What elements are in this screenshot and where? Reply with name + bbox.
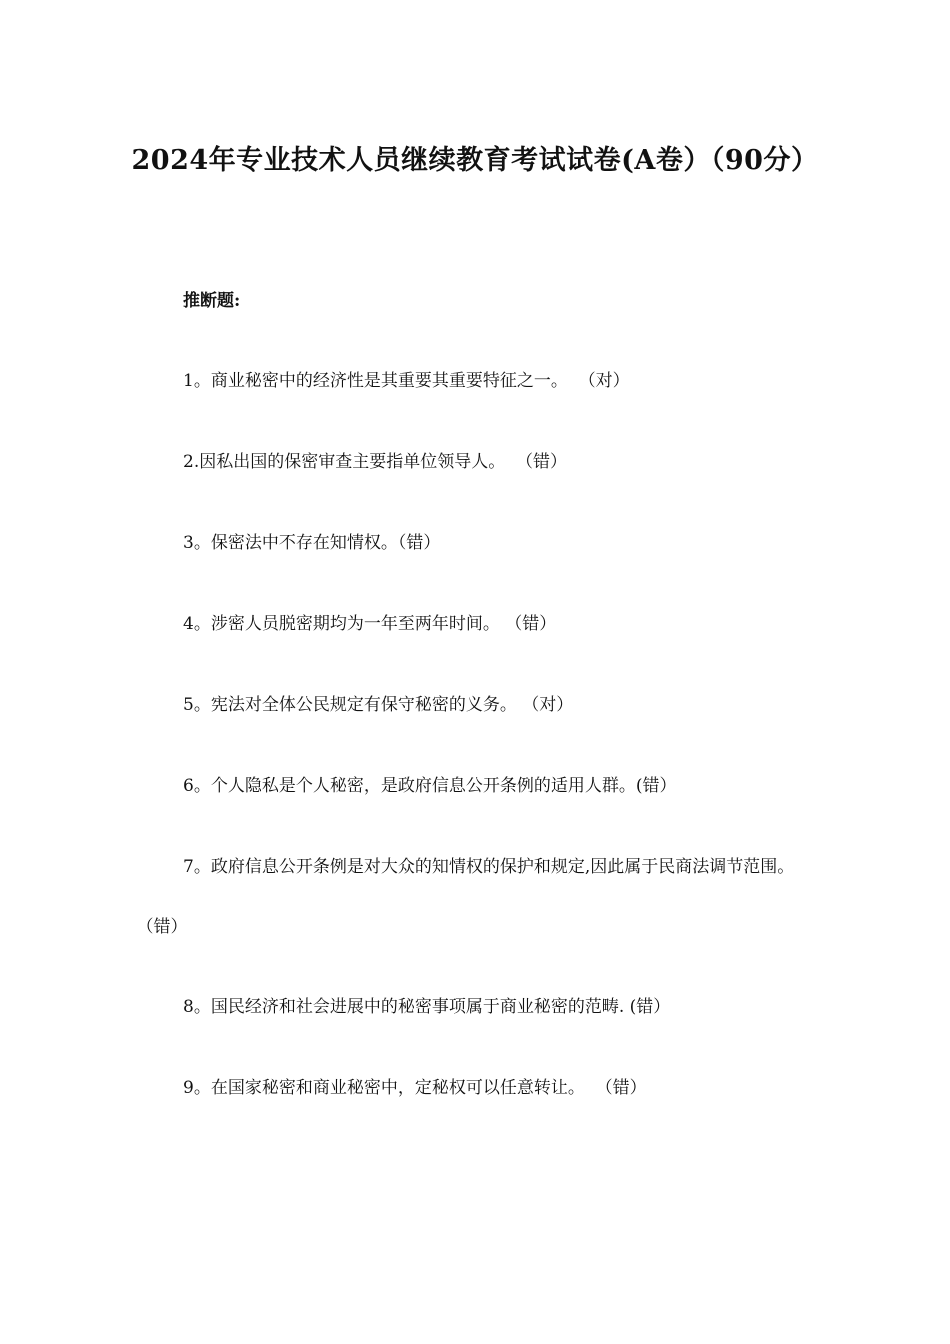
document-title: 2024年专业技术人员继续教育考试试卷(A卷）（90分） bbox=[131, 145, 819, 176]
question-answer: (错） bbox=[635, 776, 677, 796]
question-text: 5。宪法对全体公民规定有保守秘密的义务。 bbox=[183, 695, 517, 715]
question-answer: (错） bbox=[624, 997, 671, 1017]
question-text: 9。在国家秘密和商业秘密中，定秘权可以任意转让。 bbox=[183, 1078, 585, 1098]
question-item bbox=[145, 675, 805, 735]
question-item bbox=[145, 432, 805, 492]
question-text: 3。保密法中不存在知情权。 bbox=[183, 533, 398, 553]
question-item bbox=[145, 977, 805, 1037]
question-answer: （对） bbox=[516, 695, 574, 715]
question-item bbox=[145, 837, 805, 957]
question-answer: （错） bbox=[499, 614, 557, 634]
question-text: 7。政府信息公开条例是对大众的知情权的保护和规定,因此属于民商法调节范围。 bbox=[183, 857, 795, 877]
question-answer: （对） bbox=[567, 371, 630, 391]
question-item bbox=[145, 756, 805, 816]
question-item bbox=[145, 351, 805, 411]
question-answer: （错） bbox=[584, 1078, 647, 1098]
question-text: 4。涉密人员脱密期均为一年至两年时间。 bbox=[183, 614, 500, 634]
question-answer: （错） bbox=[505, 452, 568, 472]
question-text: 8。国民经济和社会进展中的秘密事项属于商业秘密的范畴. bbox=[183, 997, 625, 1017]
section-heading: 推断题: bbox=[183, 291, 241, 311]
question-text: 2.因私出国的保密审查主要指单位领导人。 bbox=[183, 452, 506, 472]
question-item bbox=[145, 594, 805, 654]
question-item bbox=[145, 513, 805, 573]
question-text: 1。商业秘密中的经济性是其重要其重要特征之一。 bbox=[183, 371, 568, 391]
question-text: 6。个人隐私是个人秘密，是政府信息公开条例的适用人群。 bbox=[183, 776, 636, 796]
question-answer: （错） bbox=[145, 917, 188, 937]
question-answer: （错） bbox=[397, 533, 441, 553]
question-item bbox=[145, 1058, 805, 1118]
